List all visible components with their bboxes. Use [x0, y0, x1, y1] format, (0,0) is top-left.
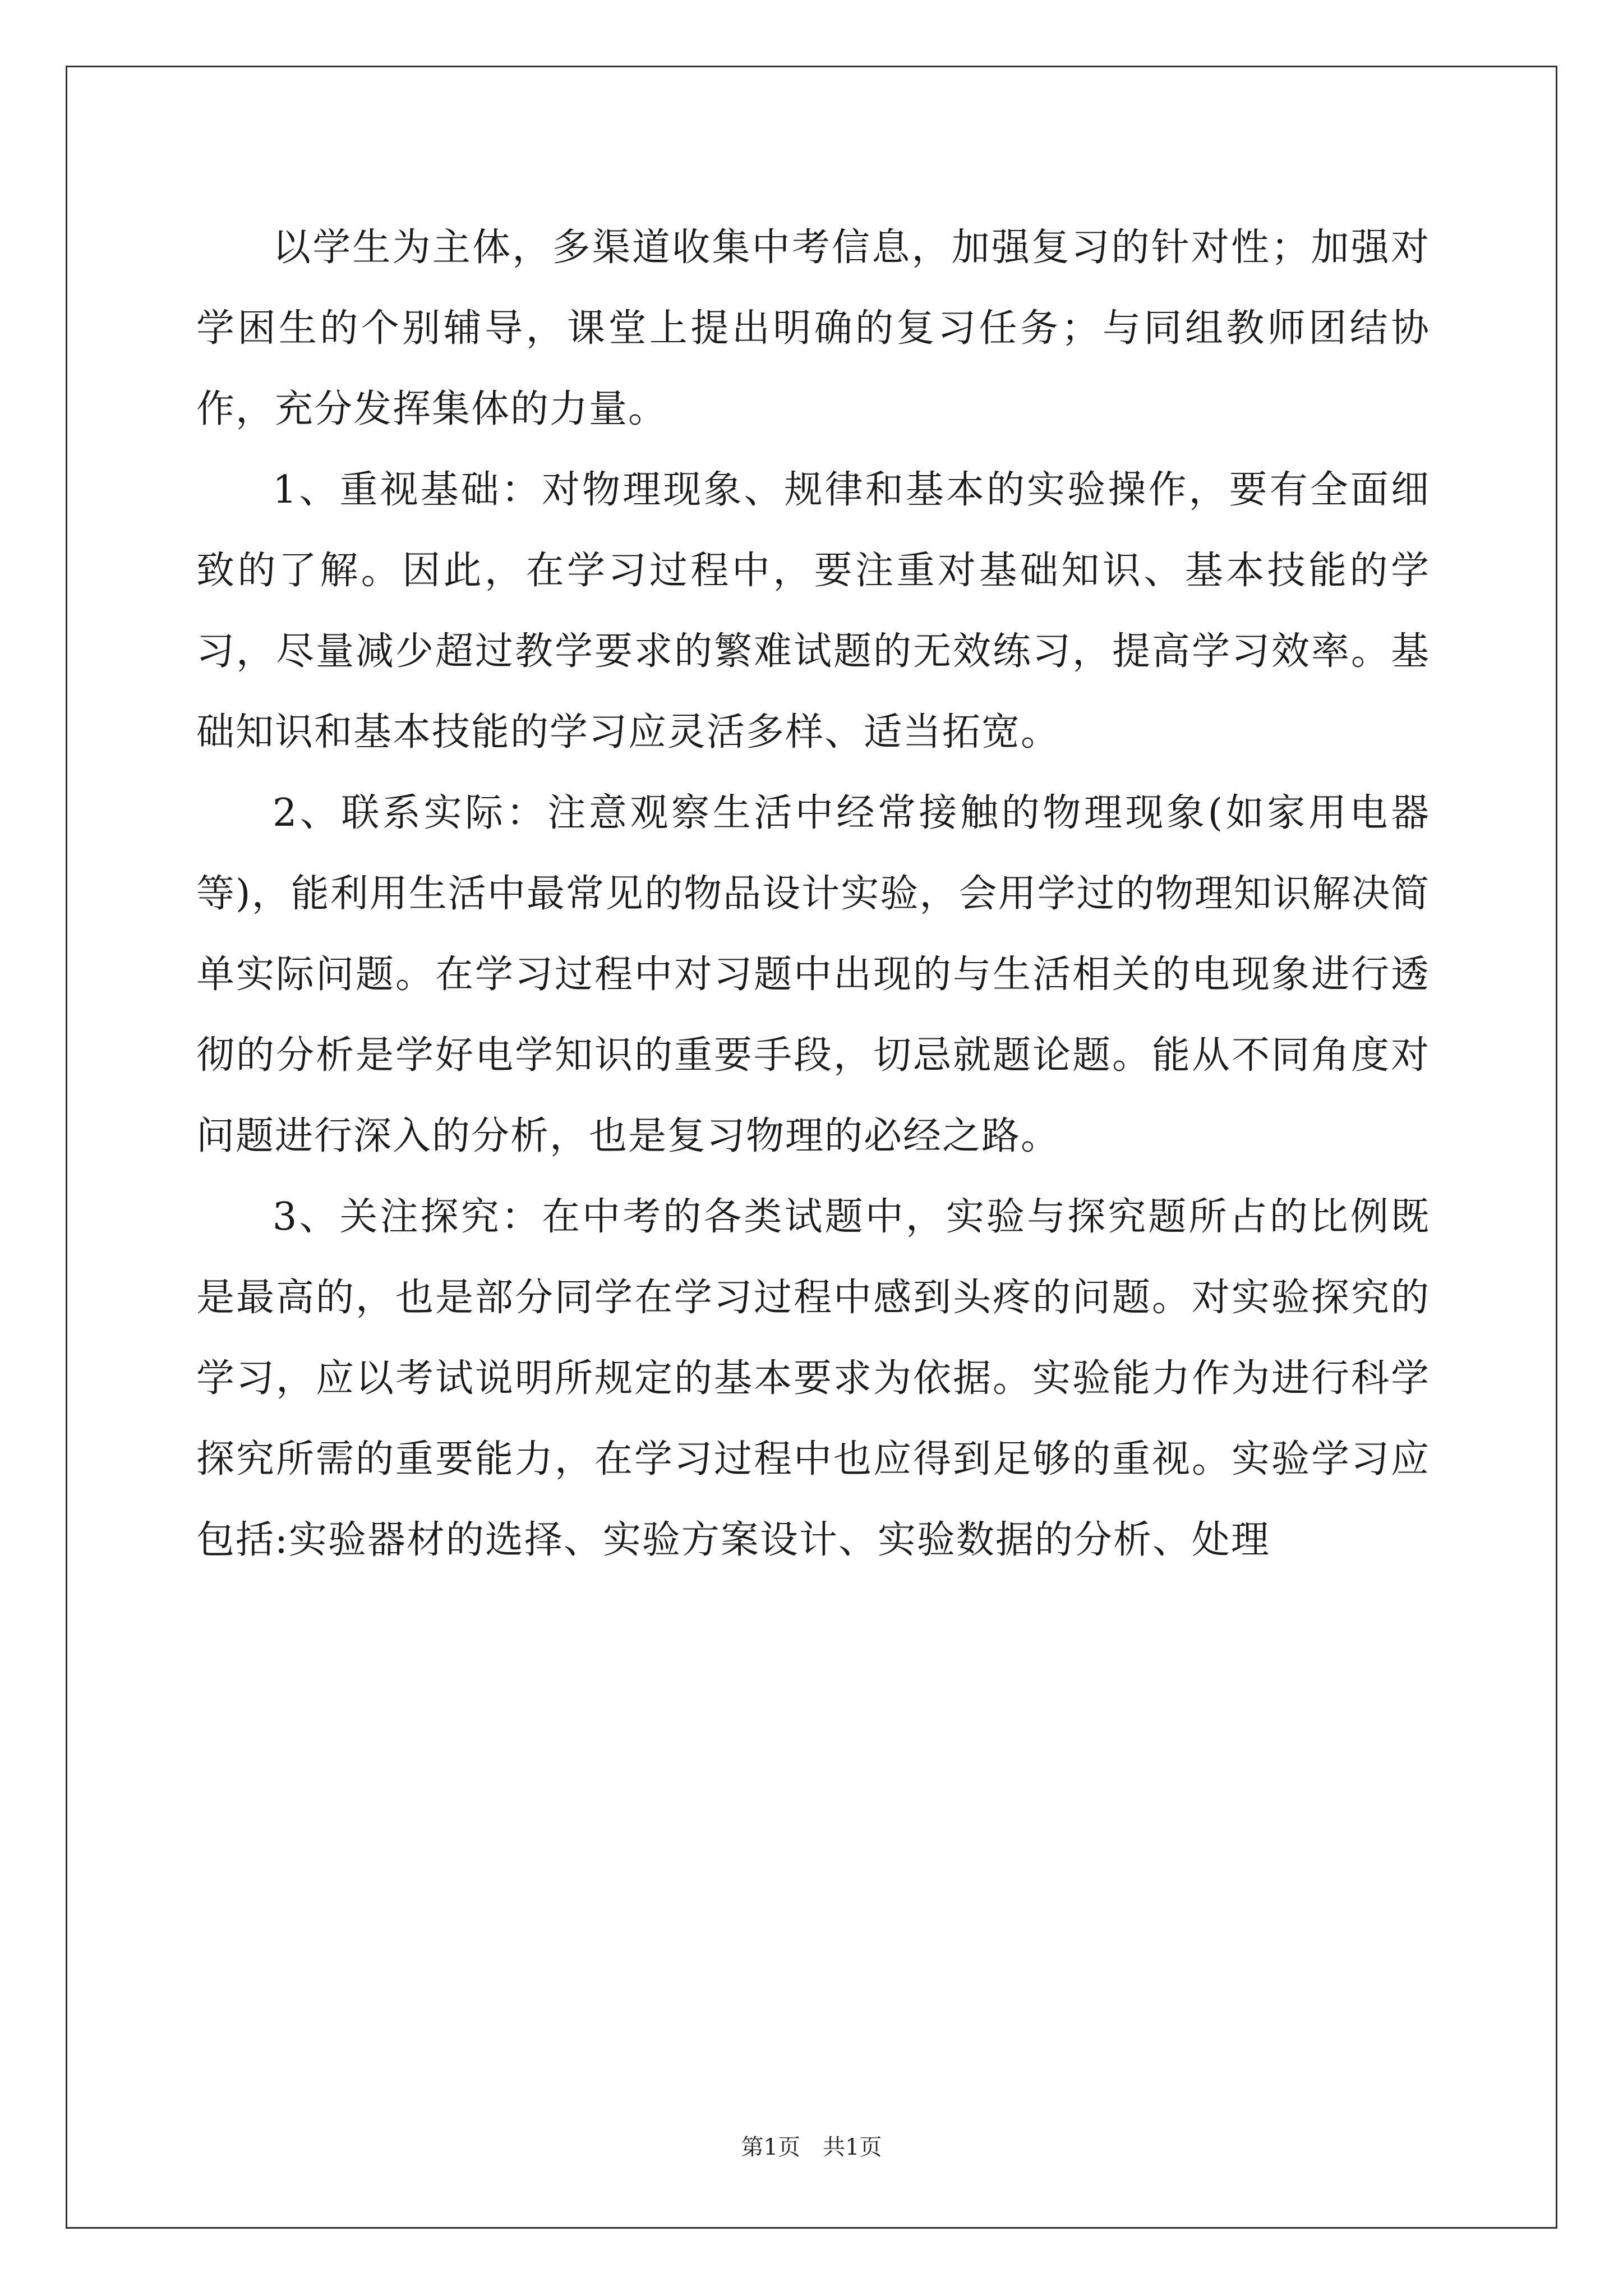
paragraph-practice: 2、联系实际：注意观察生活中经常接触的物理现象(如家用电器等)，能利用生活中最常见的物品设计实验，会用学过的物理知识解决简单实际问题。在学习过程中对习题中出现的与生活相关的电现象进行透彻的分析是学好电学知识的重要手段，切忌就题论题。能从不同角度对问题进行深入的分析，也是复习物理的必经之路。 — [196, 791, 1430, 1158]
page-number: 第1页 — [741, 2134, 800, 2160]
document-body — [196, 208, 1430, 1581]
page-total: 共1页 — [823, 2134, 882, 2160]
paragraph-intro: 以学生为主体，多渠道收集中考信息，加强复习的针对性；加强对学困生的个别辅导，课堂上提出明确的复习任务；与同组教师团结协作，充分发挥集体的力量。 — [196, 226, 1430, 431]
paragraph-fundamentals: 1、重视基础：对物理现象、规律和基本的实验操作，要有全面细致的了解。因此，在学习过程中，要注重对基础知识、基本技能的学习，尽量减少超过教学要求的繁难试题的无效练习，提高学习效率。基础知识和基本技能的学习应灵活多样、适当拓宽。 — [196, 468, 1430, 754]
page-footer — [0, 2131, 1623, 2164]
paragraph-inquiry: 3、关注探究：在中考的各类试题中，实验与探究题所占的比例既是最高的，也是部分同学在学习过程中感到头疼的问题。对实验探究的学习，应以考试说明所规定的基本要求为依据。实验能力作为进行科学探究所需的重要能力，在学习过程中也应得到足够的重视。实验学习应包括:实验器材的选择、实验方案设计、实验数据的分析、处理 — [196, 1195, 1430, 1562]
